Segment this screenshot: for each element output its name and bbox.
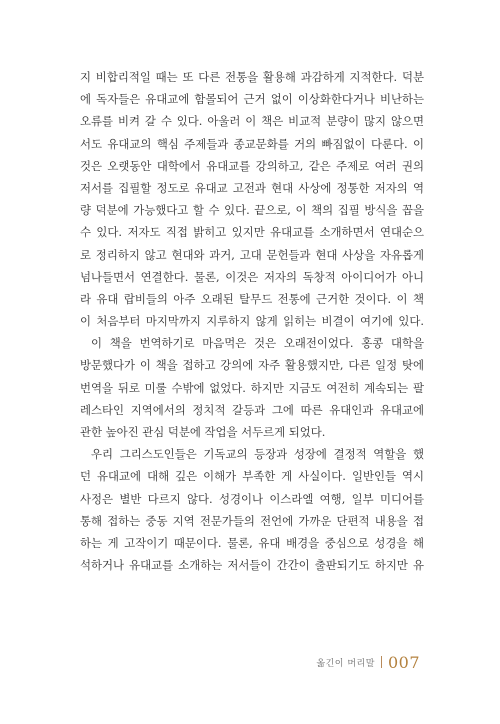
text-line: 에 독자들은 유대교에 함몰되어 근거 없이 이상화한다거나 비난하는 bbox=[80, 92, 424, 107]
text-line: 수 있다. 저자도 직접 밝히고 있지만 유대교를 소개하면서 연대순으 bbox=[80, 225, 424, 240]
text-line: 던 유대교에 대해 깊은 이해가 부족한 게 사실이다. 일반인들 역시 bbox=[80, 469, 424, 484]
text-line: 서도 유대교의 핵심 주제들과 종교문화를 거의 빠짐없이 다룬다. 이 bbox=[80, 136, 424, 151]
paragraph-2 bbox=[80, 332, 424, 443]
text-line: 넘나들면서 연결한다. 물론, 이것은 저자의 독창적 아이디어가 아니 bbox=[80, 269, 424, 284]
footer-divider bbox=[381, 656, 382, 668]
text-line: 이 처음부터 마지막까지 지루하지 않게 읽히는 비결이 여기에 있다. bbox=[80, 314, 424, 329]
page-footer bbox=[316, 650, 420, 674]
paragraph-3 bbox=[80, 443, 424, 576]
text-line: 량 덕분에 가능했다고 할 수 있다. 끝으로, 이 책의 집필 방식을 꼽을 bbox=[80, 203, 424, 218]
text-line: 것은 오랫동안 대학에서 유대교를 강의하고, 같은 주제로 여러 권의 bbox=[80, 158, 424, 173]
text-line: 지 비합리적일 때는 또 다른 전통을 활용해 과감하게 지적한다. 덕분 bbox=[80, 70, 424, 84]
paragraph-1 bbox=[80, 66, 424, 332]
text-line: 통해 접하는 중동 지역 전문가들의 전언에 가까운 단편적 내용을 접 bbox=[80, 513, 424, 528]
text-line: 로 정리하지 않고 현대와 과거, 고대 문헌들과 현대 사상을 자유롭게 bbox=[80, 247, 424, 262]
text-line: 번역을 뒤로 미룰 수밖에 없었다. 하지만 지금도 여전히 계속되는 팔 bbox=[80, 380, 424, 395]
text-line: 오류를 비켜 갈 수 있다. 아울러 이 책은 비교적 분량이 많지 않으면 bbox=[80, 114, 424, 129]
page-number: 007 bbox=[387, 652, 420, 672]
text-line: 저서를 집필할 정도로 유대교 고전과 현대 사상에 정통한 저자의 역 bbox=[80, 180, 424, 195]
body-text bbox=[80, 66, 424, 576]
text-line: 레스타인 지역에서의 정치적 갈등과 그에 따른 유대인과 유대교에 bbox=[80, 402, 424, 417]
text-line: 우리 그리스도인들은 기독교의 등장과 성장에 결정적 역할을 했 bbox=[91, 447, 424, 462]
text-line: 라 유대 랍비들의 아주 오래된 탈무드 전통에 근거한 것이다. 이 책 bbox=[80, 291, 424, 306]
running-head: 옮긴이 머리말 bbox=[316, 658, 375, 669]
text-line: 방문했다가 이 책을 접하고 강의에 자주 활용했지만, 다른 일정 탓에 bbox=[80, 358, 424, 373]
text-line: 이 책을 번역하기로 마음먹은 것은 오래전이었다. 홍콩 대학을 bbox=[91, 336, 424, 351]
text-line: 관한 높아진 관심 덕분에 작업을 서두르게 되었다. bbox=[80, 425, 326, 439]
text-line: 사정은 별반 다르지 않다. 성경이나 이스라엘 여행, 일부 미디어를 bbox=[80, 491, 424, 506]
text-line: 석하거나 유대교를 소개하는 저서들이 간간이 출판되기도 하지만 유 bbox=[80, 558, 424, 573]
text-line: 하는 게 고작이기 때문이다. 물론, 유대 배경을 중심으로 성경을 해 bbox=[80, 535, 424, 550]
